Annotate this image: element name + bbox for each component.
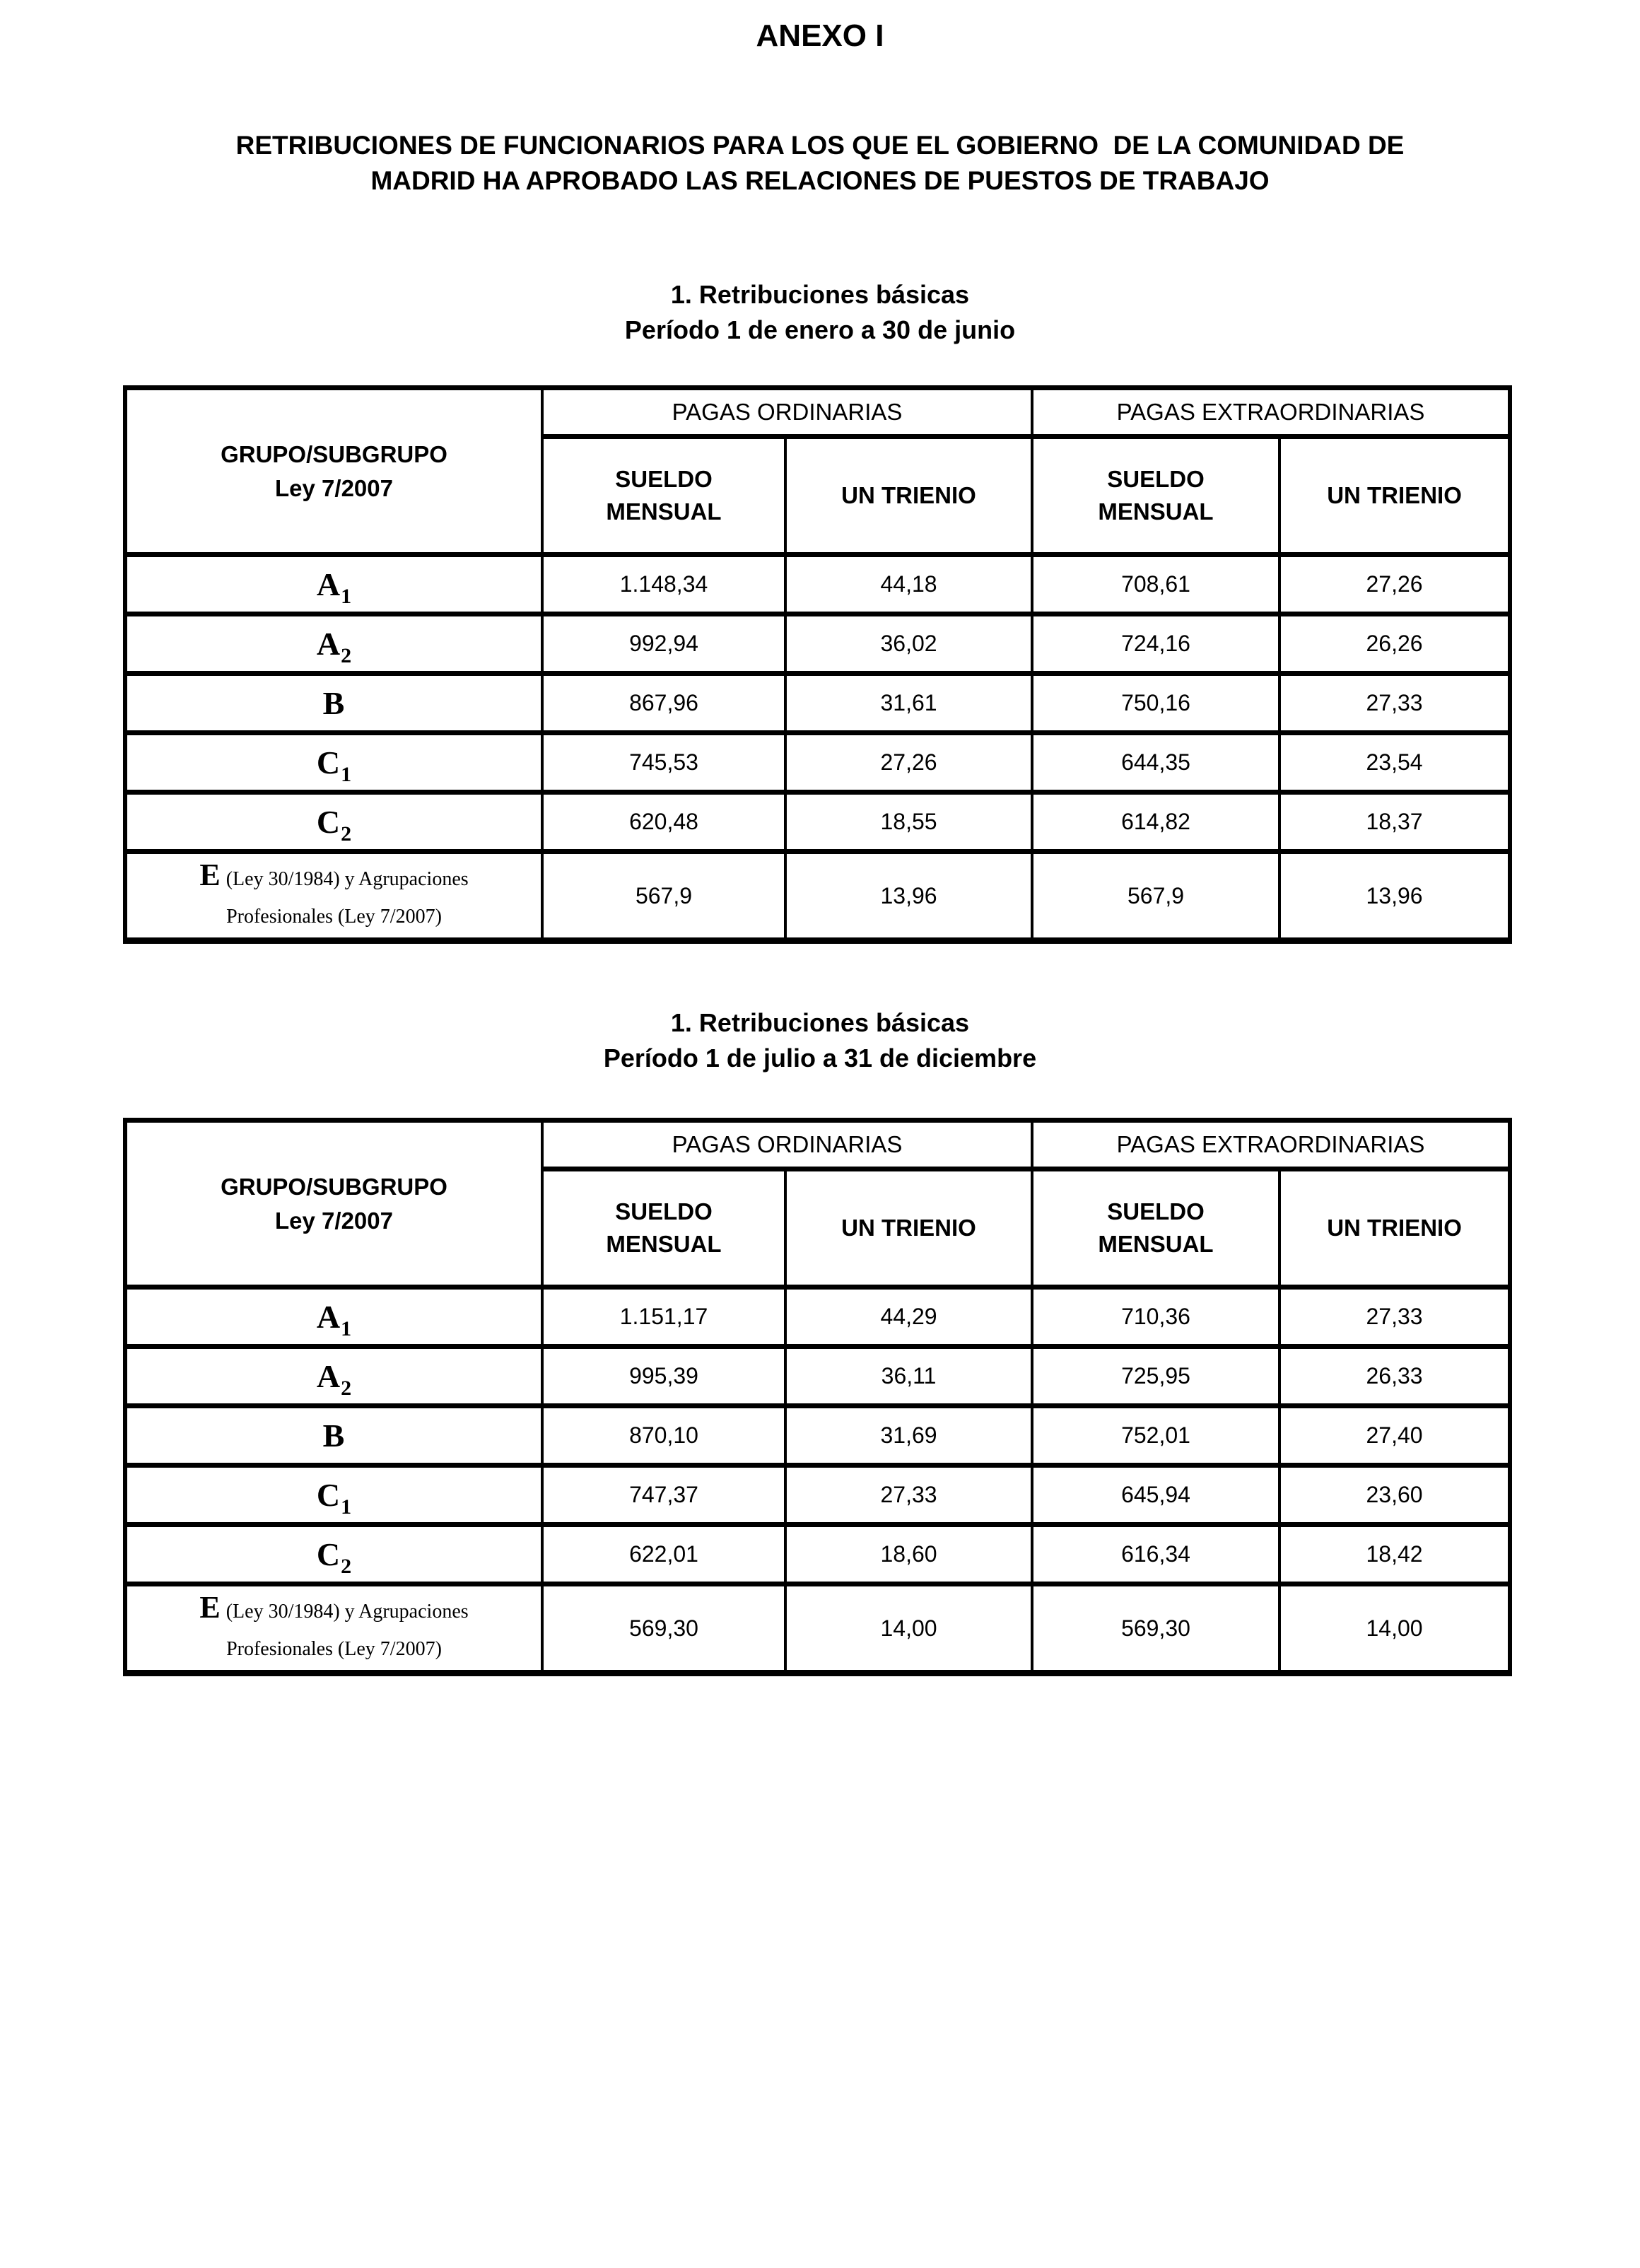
table-row-c2 (125, 793, 1510, 852)
sueldo-label: SUELDO (1107, 1198, 1205, 1224)
section-2-period-line: Período 1 de julio a 31 de diciembre (603, 1044, 1037, 1072)
table-header-row-bands (125, 388, 1510, 437)
group-cell-e (125, 852, 542, 941)
value-cell: 31,69 (785, 1406, 1032, 1466)
table-header-row-bands (125, 1121, 1510, 1169)
table-row-b (125, 1406, 1510, 1466)
mensual-label: MENSUAL (1098, 1231, 1214, 1257)
pagas-ordinarias-header: PAGAS ORDINARIAS (542, 1121, 1032, 1169)
group-subscript: 2 (341, 1555, 352, 1578)
value-cell: 23,60 (1279, 1466, 1510, 1525)
group-cell (125, 1466, 542, 1525)
value-cell: 27,26 (1279, 555, 1510, 614)
group-note-line2: Profesionales (Ley 7/2007) (226, 1638, 442, 1660)
section-2-title-line: 1. Retribuciones básicas (670, 1008, 970, 1037)
group-cell (125, 1406, 542, 1466)
value-cell: 36,02 (785, 614, 1032, 674)
group-note-line1: (Ley 30/1984) y Agrupaciones (226, 868, 469, 890)
group-letter: B (322, 685, 345, 721)
group-letter: A (316, 566, 341, 602)
table-row-e (125, 852, 1510, 941)
un-trienio-ord-header: UN TRIENIO (785, 1169, 1032, 1287)
sueldo-mensual-ext-header (1032, 437, 1279, 555)
table-row-b (125, 674, 1510, 733)
value-cell: 27,26 (785, 733, 1032, 793)
mensual-label: MENSUAL (606, 1231, 722, 1257)
table-row-c1 (125, 733, 1510, 793)
group-header-cell (125, 388, 542, 555)
group-note-line1: (Ley 30/1984) y Agrupaciones (226, 1601, 469, 1623)
group-subscript: 2 (341, 644, 352, 667)
value-cell: 27,33 (1279, 1287, 1510, 1347)
group-subscript: 2 (341, 822, 352, 846)
doc-heading-line-1: RETRIBUCIONES DE FUNCIONARIOS PARA LOS QUE EL GOBIERNO DE LA COMUNIDAD DE (235, 131, 1405, 160)
value-cell: 1.148,34 (542, 555, 785, 614)
group-header-line1: GRUPO/SUBGRUPO (221, 440, 447, 467)
salary-table-july-december (123, 1118, 1512, 1676)
table-row-a1 (125, 1287, 1510, 1347)
sueldo-label: SUELDO (615, 1198, 713, 1224)
value-cell: 569,30 (542, 1584, 785, 1673)
group-cell-e (125, 1584, 542, 1673)
group-cell (125, 555, 542, 614)
group-cell (125, 1525, 542, 1584)
value-cell: 747,37 (542, 1466, 785, 1525)
table-row-a2 (125, 1347, 1510, 1406)
group-letter: C (316, 1477, 341, 1513)
value-cell: 567,9 (542, 852, 785, 941)
group-letter: C (316, 804, 341, 840)
group-subscript: 1 (341, 1317, 352, 1340)
group-header-line2: Ley 7/2007 (275, 1207, 393, 1234)
sueldo-mensual-ord-header (542, 437, 785, 555)
value-cell: 867,96 (542, 674, 785, 733)
value-cell: 995,39 (542, 1347, 785, 1406)
section-1-period-line: Período 1 de enero a 30 de junio (624, 315, 1016, 344)
value-cell: 18,37 (1279, 793, 1510, 852)
value-cell: 870,10 (542, 1406, 785, 1466)
value-cell: 27,40 (1279, 1406, 1510, 1466)
table-row-a1 (125, 555, 1510, 614)
value-cell: 27,33 (1279, 674, 1510, 733)
value-cell: 1.151,17 (542, 1287, 785, 1347)
pagas-ordinarias-header: PAGAS ORDINARIAS (542, 388, 1032, 437)
value-cell: 23,54 (1279, 733, 1510, 793)
group-letter: A (316, 626, 341, 662)
value-cell: 14,00 (1279, 1584, 1510, 1673)
un-trienio-ext-header: UN TRIENIO (1279, 1169, 1510, 1287)
value-cell: 13,96 (785, 852, 1032, 941)
group-cell (125, 1287, 542, 1347)
mensual-label: MENSUAL (606, 498, 722, 525)
value-cell: 44,29 (785, 1287, 1032, 1347)
doc-heading (0, 128, 1640, 199)
value-cell: 616,34 (1032, 1525, 1279, 1584)
value-cell: 36,11 (785, 1347, 1032, 1406)
value-cell: 567,9 (1032, 852, 1279, 941)
value-cell: 44,18 (785, 555, 1032, 614)
group-letter: B (322, 1418, 345, 1454)
un-trienio-ord-header: UN TRIENIO (785, 437, 1032, 555)
un-trienio-ext-header: UN TRIENIO (1279, 437, 1510, 555)
value-cell: 31,61 (785, 674, 1032, 733)
group-header-cell (125, 1121, 542, 1287)
value-cell: 18,42 (1279, 1525, 1510, 1584)
value-cell: 26,33 (1279, 1347, 1510, 1406)
group-letter: E (199, 1590, 221, 1625)
value-cell: 18,60 (785, 1525, 1032, 1584)
group-cell (125, 674, 542, 733)
section-1-title-line: 1. Retribuciones básicas (670, 280, 970, 309)
group-subscript: 1 (341, 763, 352, 786)
table-row-c2 (125, 1525, 1510, 1584)
group-header-line1: GRUPO/SUBGRUPO (221, 1173, 447, 1200)
mensual-label: MENSUAL (1098, 498, 1214, 525)
group-letter: C (316, 1536, 341, 1572)
sueldo-mensual-ext-header (1032, 1169, 1279, 1287)
group-cell (125, 1347, 542, 1406)
group-letter: C (316, 744, 341, 781)
group-subscript: 1 (341, 1495, 352, 1519)
value-cell: 752,01 (1032, 1406, 1279, 1466)
group-letter: A (316, 1299, 341, 1335)
value-cell: 569,30 (1032, 1584, 1279, 1673)
value-cell: 992,94 (542, 614, 785, 674)
group-note-line2: Profesionales (Ley 7/2007) (226, 906, 442, 928)
value-cell: 18,55 (785, 793, 1032, 852)
value-cell: 620,48 (542, 793, 785, 852)
value-cell: 26,26 (1279, 614, 1510, 674)
value-cell: 724,16 (1032, 614, 1279, 674)
table-row-a2 (125, 614, 1510, 674)
value-cell: 710,36 (1032, 1287, 1279, 1347)
pagas-extraordinarias-header: PAGAS EXTRAORDINARIAS (1032, 1121, 1510, 1169)
section-2-title (0, 1005, 1640, 1076)
value-cell: 622,01 (542, 1525, 785, 1584)
table-row-e (125, 1584, 1510, 1673)
value-cell: 644,35 (1032, 733, 1279, 793)
value-cell: 13,96 (1279, 852, 1510, 941)
value-cell: 745,53 (542, 733, 785, 793)
group-subscript: 2 (341, 1376, 352, 1400)
pagas-extraordinarias-header: PAGAS EXTRAORDINARIAS (1032, 388, 1510, 437)
doc-heading-line-2: MADRID HA APROBADO LAS RELACIONES DE PUESTOS DE TRABAJO (370, 166, 1270, 195)
group-subscript: 1 (341, 585, 352, 608)
value-cell: 708,61 (1032, 555, 1279, 614)
group-cell (125, 733, 542, 793)
sueldo-label: SUELDO (615, 466, 713, 492)
value-cell: 27,33 (785, 1466, 1032, 1525)
sueldo-mensual-ord-header (542, 1169, 785, 1287)
value-cell: 614,82 (1032, 793, 1279, 852)
group-header-line2: Ley 7/2007 (275, 474, 393, 501)
salary-table-january-june (123, 385, 1512, 944)
value-cell: 645,94 (1032, 1466, 1279, 1525)
sueldo-label: SUELDO (1107, 466, 1205, 492)
value-cell: 14,00 (785, 1584, 1032, 1673)
doc-title: ANEXO I (756, 18, 884, 53)
group-letter: E (199, 858, 221, 892)
value-cell: 725,95 (1032, 1347, 1279, 1406)
group-cell (125, 614, 542, 674)
group-letter: A (316, 1358, 341, 1394)
section-1-title (0, 277, 1640, 348)
group-cell (125, 793, 542, 852)
table-row-c1 (125, 1466, 1510, 1525)
value-cell: 750,16 (1032, 674, 1279, 733)
